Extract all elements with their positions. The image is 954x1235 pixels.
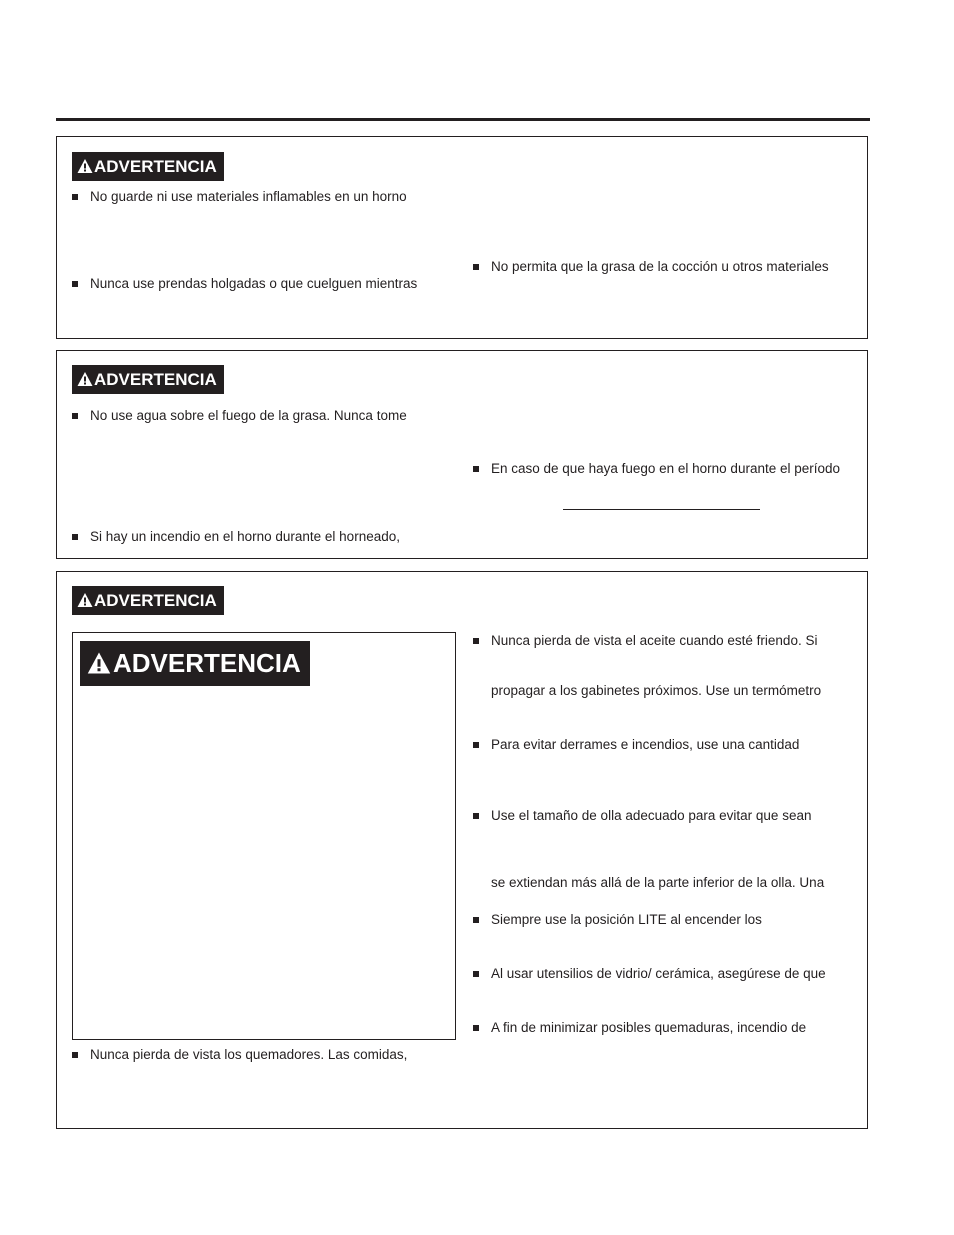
bullet-square <box>473 466 479 472</box>
warning-badge-label: ADVERTENCIA <box>94 591 217 610</box>
bullet-square <box>473 742 479 748</box>
inner-warning-badge <box>80 641 310 686</box>
bullet-item: Nunca pierda de vista los quemadores. Las comidas, <box>90 1047 407 1063</box>
top-rule <box>56 118 870 121</box>
bullet-item: Use el tamaño de olla adecuado para evitar que sean <box>491 808 811 824</box>
warning-badge-3 <box>72 586 224 615</box>
bullet-square <box>473 1025 479 1031</box>
inner-warning-box <box>72 632 456 1040</box>
inner-warning-badge-label: ADVERTENCIA <box>113 648 301 678</box>
warning-badge-label: ADVERTENCIA <box>94 157 217 176</box>
warning-triangle-icon <box>87 651 111 675</box>
warning-triangle-icon <box>77 592 93 608</box>
bullet-square <box>72 534 78 540</box>
bullet-square <box>72 194 78 200</box>
warning-badge-label: ADVERTENCIA <box>94 370 217 389</box>
bullet-item: A fin de minimizar posibles quemaduras, incendio de <box>491 1020 806 1036</box>
bullet-item: Nunca pierda de vista el aceite cuando esté friendo. Si <box>491 633 817 649</box>
bullet-square <box>473 813 479 819</box>
warning-triangle-icon <box>77 371 93 387</box>
bullet-square <box>473 638 479 644</box>
warning-triangle-icon <box>77 158 93 174</box>
continuation-line: se extiendan más allá de la parte inferior de la olla. Una <box>491 875 825 890</box>
bullet-square <box>72 413 78 419</box>
bullet-square <box>72 1052 78 1058</box>
bullet-square <box>473 264 479 270</box>
bullet-item: Siempre use la posición LITE al encender los <box>491 912 762 928</box>
underline-rule <box>563 509 760 510</box>
bullet-item: No guarde ni use materiales inflamables en un horno <box>90 189 407 205</box>
bullet-square <box>473 917 479 923</box>
bullet-item: No use agua sobre el fuego de la grasa. Nunca tome <box>90 408 407 424</box>
bullet-item: En caso de que haya fuego en el horno durante el período <box>491 461 840 477</box>
warning-badge-1 <box>72 152 224 181</box>
continuation-line: propagar a los gabinetes próximos. Use un termómetro <box>491 683 822 698</box>
bullet-item: Al usar utensilios de vidrio/ cerámica, asegúrese de que <box>491 966 826 982</box>
bullet-square <box>473 971 479 977</box>
bullet-item: Para evitar derrames e incendios, use una cantidad <box>491 737 799 753</box>
bullet-item: Si hay un incendio en el horno durante el horneado, <box>90 529 400 545</box>
warning-badge-2 <box>72 365 224 394</box>
bullet-square <box>72 281 78 287</box>
bullet-item: No permita que la grasa de la cocción u otros materiales <box>491 259 829 275</box>
bullet-item: Nunca use prendas holgadas o que cuelguen mientras <box>90 276 417 292</box>
